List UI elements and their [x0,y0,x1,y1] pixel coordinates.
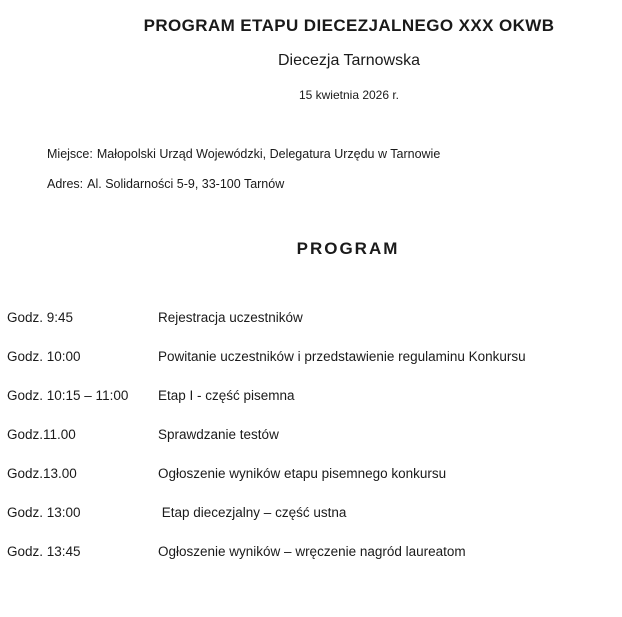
schedule-activity: Powitanie uczestników i przedstawienie regulaminu Konkursu [158,349,526,364]
schedule-row [7,466,619,505]
schedule-activity: Etap I - część pisemna [158,388,295,403]
schedule-row [7,427,619,466]
schedule-row [7,505,619,544]
schedule-activity: Etap diecezjalny – część ustna [158,505,347,520]
address-line [47,177,284,191]
schedule-time: Godz. 10:15 – 11:00 [7,388,129,403]
schedule-time: Godz. 9:45 [7,310,74,325]
address-value: Al. Solidarności 5-9, 33-100 Tarnów [87,177,285,191]
schedule-activity: Ogłoszenie wyników etapu pisemnego konkursu [158,466,447,481]
schedule-row [7,544,619,583]
place-line [47,147,440,161]
program-heading: PROGRAM [296,239,400,258]
schedule-time: Godz. 10:00 [7,349,81,364]
schedule-time: Godz. 13:45 [7,544,81,559]
schedule-activity: Sprawdzanie testów [158,427,279,442]
schedule-activity: Rejestracja uczestników [158,310,303,325]
event-date: 15 kwietnia 2026 r. [298,88,400,102]
schedule-row [7,310,619,349]
schedule-row [7,349,619,388]
address-label: Adres: [47,177,84,191]
program-schedule [7,310,619,583]
schedule-time: Godz.11.00 [7,427,76,442]
schedule-row [7,388,619,427]
schedule-time: Godz. 13:00 [7,505,81,520]
document-title: PROGRAM ETAPU DIECEZJALNEGO XXX OKWB [143,16,555,35]
schedule-time: Godz.13.00 [7,466,77,481]
place-label: Miejsce: [47,147,93,161]
schedule-activity: Ogłoszenie wyników – wręczenie nagród laureatom [158,544,466,559]
place-value: Małopolski Urząd Wojewódzki, Delegatura Urzędu w Tarnowie [96,147,441,161]
diocese-name: Diecezja Tarnowska [278,52,420,69]
